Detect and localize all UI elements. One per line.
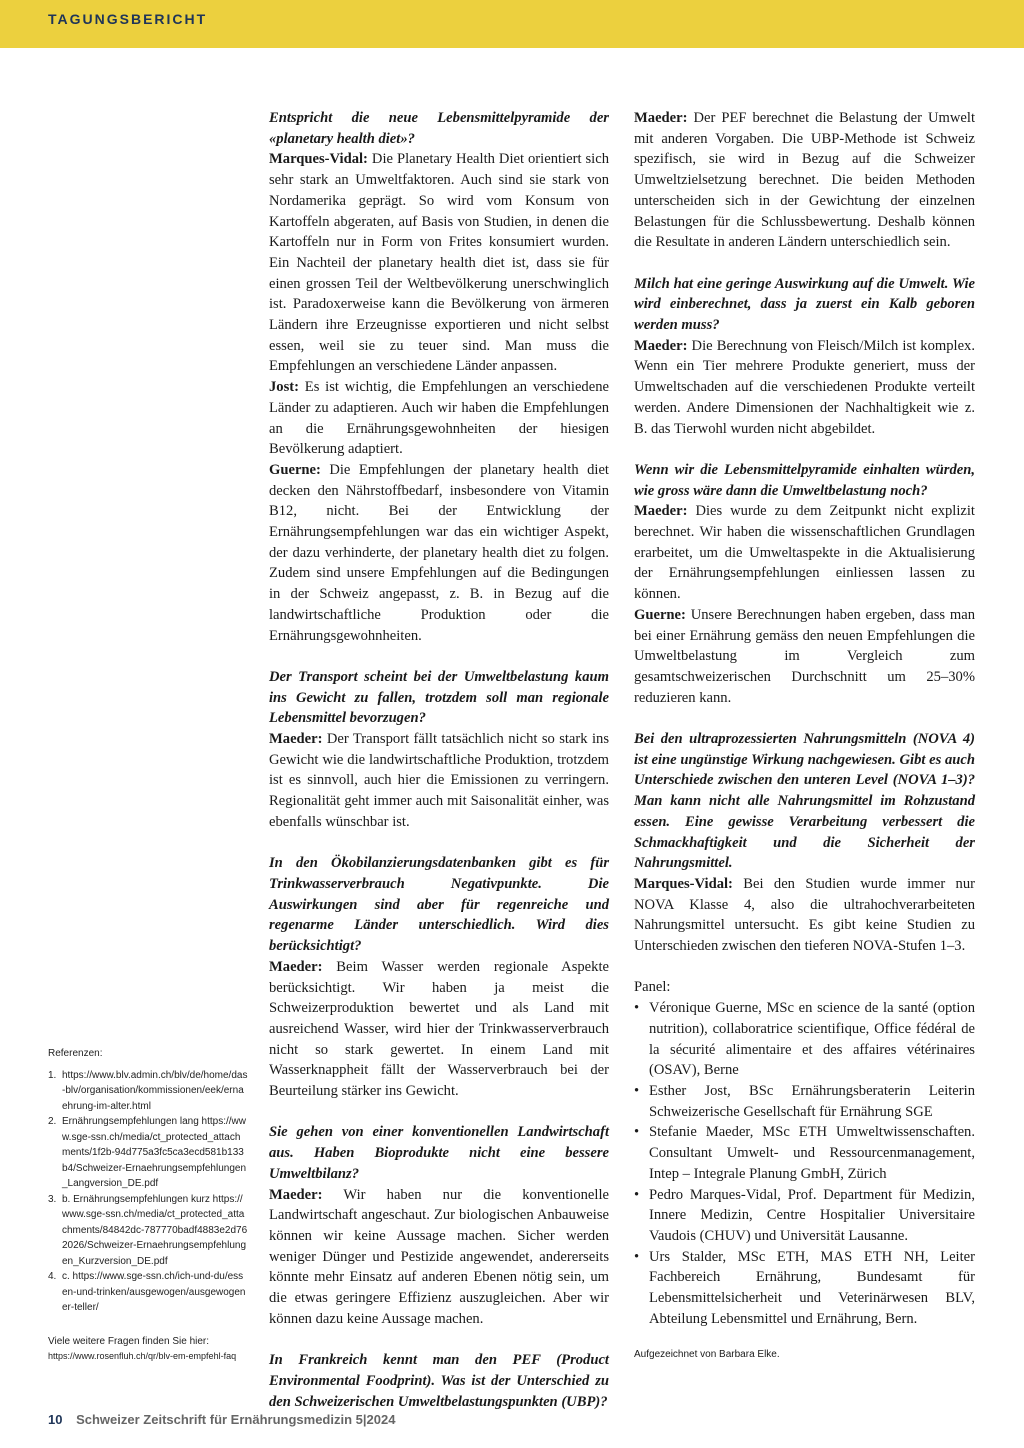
speaker-name: Maeder:	[634, 503, 688, 520]
bullet-icon: •	[634, 1124, 640, 1141]
reference-number: 1.	[48, 1069, 57, 1081]
paragraph-spacer	[269, 833, 609, 854]
bullet-icon: •	[634, 1082, 640, 1099]
speaker-name: Guerne:	[269, 461, 321, 478]
speaker-name: Marques-Vidal:	[634, 875, 733, 892]
interview-answer	[269, 957, 609, 1102]
more-questions-link[interactable]: https://www.rosenfluh.ch/qr/blv-em-empfehl-faq	[48, 1351, 237, 1361]
speaker-name: Maeder:	[269, 731, 323, 748]
panel-member-text: Pedro Marques-Vidal, Prof. Department für Medizin, Innere Medizin, Centre Hospitalier Universitaire Vaudois (CHUV) und Universität Lausanne.	[649, 1186, 975, 1244]
reference-text[interactable]: b. Ernährungsempfehlungen kurz https://www.sge-ssn.ch/media/ct_protected_attachments/84842dc-787770badf4883e2d762026/Schweizer-Ernaehrungsempfehlungen_Kurzversion_DE.pdf	[62, 1193, 248, 1267]
paragraph-spacer	[269, 646, 609, 667]
answer-text: Die Berechnung von Fleisch/Milch ist komplex. Wenn ein Tier mehrere Produkte generiert, muss der Umweltschaden auf die verschiedenen Produkte verteilt werden. Andere Dimensionen der Nachhaltigkeit wie z. B. das Tierwohl wurden nicht abgebildet.	[634, 337, 975, 437]
answer-text: Der PEF berechnet die Belastung der Umwelt mit anderen Vorgaben. Die UBP-Methode ist Schweiz spezifisch, sie wird in Bezug auf die Schweizer Umweltzielsetzung berechnet. Die beiden Methoden unterscheiden sich in der Gewichtung der einzelnen Belastungen für die Schlussbewertung. Deshalb können die Resultate in anderen Ländern unterschiedlich sein.	[634, 110, 975, 251]
panel-member	[634, 1185, 975, 1247]
speaker-name: Guerne:	[634, 606, 686, 623]
speaker-name: Maeder:	[269, 1186, 323, 1203]
interview-column-left	[269, 108, 609, 1412]
interview-answer	[269, 149, 609, 377]
reference-number: 4.	[48, 1271, 57, 1282]
more-questions-label: Viele weitere Fragen finden Sie hier:	[48, 1335, 210, 1347]
speaker-name: Jost:	[269, 379, 299, 396]
answer-text: Der Transport fällt tatsächlich nicht so stark ins Gewicht wie die landwirtschaftliche Produktion, trotzdem ist es sinnvoll, auch hier die Emissionen zu verringern. Regionalität geht immer auch mit Saisonalität einher, was ebenfalls wünschbar ist.	[269, 731, 609, 830]
interview-answer	[634, 605, 975, 709]
page-number: 10	[48, 1412, 63, 1427]
answer-text: Die Empfehlungen der planetary health diet decken den Nährstoffbedarf, insbesondere von Vitamin B12, nicht. Bei der Entwicklung der Ernährungsempfehlungen war das ein wichtiger Aspekt, der dazu verhinderte, der planetary health diet zu folgen. Zudem sind unsere Empfehlungen auf die Bedingungen in der Schweiz angepasst, z. B. in Bezug auf die landwirtschaftliche Produktion oder die Ernährungsgewohnheiten.	[269, 461, 609, 644]
journal-title: Schweizer Zeitschrift für Ernährungsmedizin 5|2024	[76, 1412, 396, 1427]
reference-text[interactable]: Ernährungsempfehlungen lang https://www.sge-ssn.ch/media/ct_protected_attachments/1f2b-94d775a3fc5ca3ecd581b133b4/Schweizer-Ernaehrungsempfehlungen_Langversion_DE.pdf	[62, 1116, 247, 1189]
bullet-icon: •	[634, 1000, 640, 1017]
panel-member	[634, 998, 975, 1081]
speaker-name: Maeder:	[269, 958, 323, 975]
interview-answer	[634, 501, 975, 605]
panel-member-text: Véronique Guerne, MSc en science de la santé (option nutrition), collaboratrice scientifique, Office fédéral de la sécurité alimentaire et des affaires vétérinaires (OSAV), Berne	[649, 1000, 975, 1079]
panel-member	[634, 1247, 975, 1330]
reference-text[interactable]: https://www.blv.admin.ch/blv/de/home/das-blv/organisation/kommissionen/eek/ernaehrung-im-alter.html	[62, 1069, 248, 1112]
reference-number: 2.	[48, 1116, 57, 1127]
reference-item	[48, 1114, 248, 1192]
paragraph-spacer	[634, 957, 975, 978]
interview-question: Entspricht die neue Lebensmittelpyramide der «planetary health diet»?	[269, 110, 609, 147]
interview-answer	[269, 377, 609, 460]
interview-question: Sie gehen von einer konventionellen Landwirtschaft aus. Haben Bioprodukte nicht eine bessere Umweltbilanz?	[269, 1124, 609, 1182]
interview-answer	[634, 108, 975, 253]
reference-item	[48, 1269, 248, 1316]
section-label: TAGUNGSBERICHT	[48, 11, 208, 27]
interview-answer	[634, 874, 975, 957]
bullet-icon: •	[634, 1186, 640, 1203]
answer-text: Bei den Studien wurde immer nur NOVA Klasse 4, also die ultrahochverarbeiteten Nahrungsmittel untersucht. Es gibt keine Studien zu Unterschieden zwischen den tieferen NOVA-Stufen 1–3.	[634, 875, 975, 955]
references-title: Referenzen:	[48, 1048, 103, 1059]
speaker-name: Maeder:	[634, 110, 688, 126]
panel-member-text: Stefanie Maeder, MSc ETH Umweltwissenschaften. Consultant Umwelt- und Ressourcenmanagement, Intep – Integrale Planung GmbH, Zürich	[649, 1124, 975, 1182]
interview-answer	[269, 729, 609, 833]
paragraph-spacer	[634, 439, 975, 460]
reference-item	[48, 1192, 248, 1270]
references-list	[48, 1068, 248, 1316]
panel-member	[634, 1081, 975, 1122]
interview-answer	[269, 460, 609, 646]
credit-line: Aufgezeichnet von Barbara Elke.	[634, 1349, 780, 1361]
interview-question: Der Transport scheint bei der Umweltbelastung kaum ins Gewicht zu fallen, trotzdem soll man regionale Lebensmittel bevorzugen?	[269, 668, 609, 727]
answer-text: Beim Wasser werden regionale Aspekte berücksichtigt. Wir haben ja meist die Schweizerproduktion bewertet und als Land mit ausreichend Wasser, wird hier der Trinkwasserverbrauch nicht so stark gewertet. In einem Land mit Wasserknappheit fällt der Wasserverbrauch bei der Beurteilung stärker ins Gewicht.	[269, 958, 609, 1100]
speaker-name: Maeder:	[634, 337, 688, 354]
panel-list	[634, 998, 975, 1329]
interview-question: Wenn wir die Lebensmittelpyramide einhalten würden, wie gross wäre dann die Umweltbelastung noch?	[634, 461, 975, 499]
interview-question: Bei den ultraprozessierten Nahrungsmitteln (NOVA 4) ist eine ungünstige Wirkung nachgewiesen. Gibt es auch Unterschiede zwischen den unteren Level (NOVA 1–3)? Man kann nicht alle Nahrungsmittel im Rohzustand essen. Eine gewisse Verarbeitung verbessert die Schmackhaftigkeit und die Sicherheit der Nahrungsmittel.	[634, 731, 975, 872]
panel-member	[634, 1122, 975, 1184]
panel-member-text: Urs Stalder, MSc ETH, MAS ETH NH, Leiter Fachbereich Ernährung, Bundesamt für Lebensmittelsicherheit und Veterinärwesen BLV, Abteilung Lebensmittel und Ernährung, Bern.	[649, 1248, 975, 1327]
interview-question: Milch hat eine geringe Auswirkung auf die Umwelt. Wie wird einberechnet, dass ja zuerst ein Kalb geboren werden muss?	[634, 275, 975, 334]
reference-text[interactable]: c. https://www.sge-ssn.ch/ich-und-du/essen-und-trinken/ausgewogen/ausgewogener-teller/	[62, 1271, 246, 1313]
paragraph-spacer	[269, 1102, 609, 1123]
panel-member-text: Esther Jost, BSc Ernährungsberaterin Leiterin Schweizerische Gesellschaft für Ernährung SGE	[649, 1082, 975, 1120]
interview-answer	[269, 1185, 609, 1330]
bullet-icon: •	[634, 1248, 640, 1265]
interview-question: In den Ökobilanzierungsdatenbanken gibt es für Trinkwasserverbrauch Negativpunkte. Die Auswirkungen sind aber für regenreiche und regenarme Länder unterschiedlich. Wird dies berücksichtigt?	[269, 855, 609, 955]
page-footer	[48, 1412, 395, 1427]
panel-title: Panel:	[634, 979, 671, 996]
answer-text: Es ist wichtig, die Empfehlungen an verschiedene Länder zu adaptieren. Auch wir haben die Empfehlungen an die Ernährungsgewohnheiten der hiesigen Bevölkerung adaptiert.	[269, 379, 609, 458]
interview-question: In Frankreich kennt man den PEF (Product Environmental Foodprint). Was ist der Unterschied zu den Schweizerischen Umweltbelastungspunkten (UBP)?	[269, 1352, 609, 1410]
interview-column-right	[634, 108, 975, 1366]
answer-text: Wir haben nur die konventionelle Landwirtschaft angeschaut. Zur biologischen Anbauweise können wir keine Aussage machen. Sicher werden weniger Dünger und Pestizide angewendet, andererseits könnte mehr Einsatz auf anderen Ebenen nötig sein, um die etwas geringere Effizienz auszugleichen. Aber wir können dazu keine Aussage machen.	[269, 1186, 609, 1327]
reference-item	[48, 1068, 248, 1115]
paragraph-spacer	[634, 253, 975, 274]
answer-text: Dies wurde zu dem Zeitpunkt nicht explizit berechnet. Wir haben die wissenschaftlichen Grundlagen erarbeitet, um die Umweltaspekte in die Aktualisierung der Ernährungsempfehlungen einliessen lassen zu können.	[634, 503, 975, 603]
paragraph-spacer	[634, 708, 975, 729]
answer-text: Die Planetary Health Diet orientiert sich sehr stark an Umweltfaktoren. Auch sind sie stark von Nordamerika geprägt. So wird vom Konsum von Kartoffeln abgeraten, auf Basis von Studien, in denen die Kartoffeln nur in Form von Frites konsumiert wurden. Ein Nachteil der planetary health diet ist, dass sie für einen grossen Teil der Weltbevölkerung unerschwinglich ist. Paradoxerweise kann die Bevölkerung von ärmeren Ländern ihre Erzeugnisse exportieren und nicht selbst essen, weil sie zu teuer sind. Man muss die Empfehlungen an verschiedene Länder anpassen.	[269, 151, 609, 375]
interview-answer	[634, 336, 975, 440]
section-header-bar	[0, 0, 1024, 48]
answer-text: Unsere Berechnungen haben ergeben, dass man bei einer Ernährung gemäss den neuen Empfehlungen die Umweltbelastung im Vergleich zum gesamtschweizerischen Durchschnitt um 25–30% reduzieren kann.	[634, 606, 975, 706]
paragraph-spacer	[269, 1329, 609, 1350]
references-box	[48, 1046, 248, 1365]
reference-number: 3.	[48, 1193, 57, 1205]
speaker-name: Marques-Vidal:	[269, 151, 368, 168]
